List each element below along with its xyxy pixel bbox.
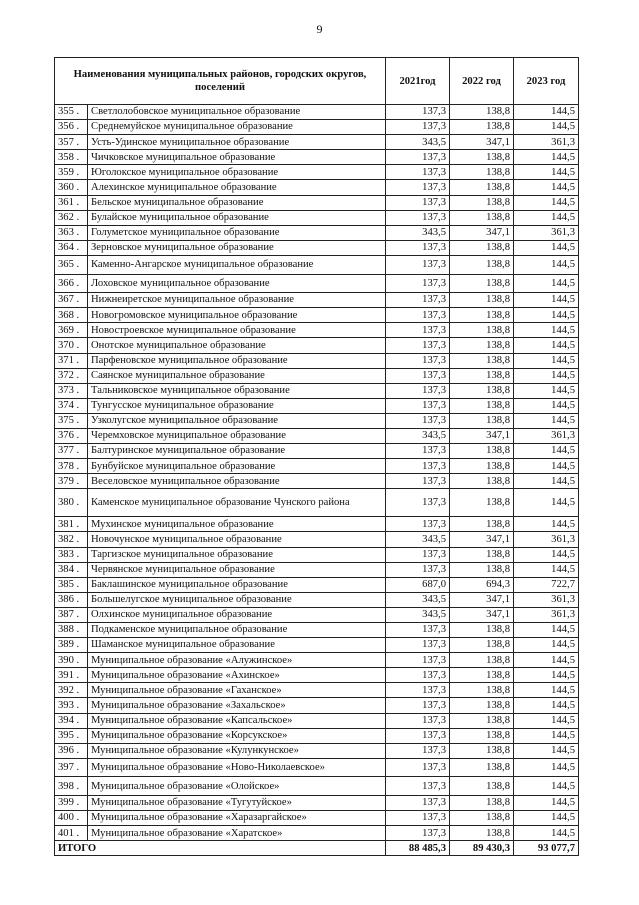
table-row [55, 293, 579, 308]
row-value-2023: 144,5 [514, 308, 579, 323]
table-row [55, 683, 579, 698]
row-value-2022: 138,8 [450, 698, 514, 713]
row-value-2023: 144,5 [514, 623, 579, 638]
row-value-2023: 144,5 [514, 240, 579, 255]
row-number: 361 . [55, 195, 88, 210]
table-row [55, 743, 579, 758]
row-value-2021: 137,3 [386, 517, 450, 532]
table-row [55, 698, 579, 713]
row-number: 359 . [55, 165, 88, 180]
row-value-2021: 137,3 [386, 120, 450, 135]
row-name: Новостроевское муниципальное образование [88, 323, 386, 338]
row-value-2023: 144,5 [514, 474, 579, 489]
row-value-2022: 347,1 [450, 135, 514, 150]
row-name: Саянское муниципальное образование [88, 368, 386, 383]
table-row [55, 653, 579, 668]
row-number: 400 . [55, 811, 88, 826]
row-value-2021: 137,3 [386, 683, 450, 698]
table-row [55, 577, 579, 592]
row-value-2021: 137,3 [386, 728, 450, 743]
row-value-2023: 361,3 [514, 225, 579, 240]
row-value-2023: 144,5 [514, 444, 579, 459]
table-row [55, 274, 579, 293]
row-value-2021: 137,3 [386, 547, 450, 562]
row-value-2022: 138,8 [450, 274, 514, 293]
row-number: 356 . [55, 120, 88, 135]
row-value-2023: 144,5 [514, 180, 579, 195]
row-name: Баклашинское муниципальное образование [88, 577, 386, 592]
row-value-2022: 347,1 [450, 592, 514, 607]
table-row [55, 489, 579, 517]
row-name: Олхинское муниципальное образование [88, 607, 386, 622]
row-value-2021: 137,3 [386, 338, 450, 353]
row-value-2021: 137,3 [386, 105, 450, 120]
header-2022-column: 2022 год [450, 58, 514, 105]
row-value-2022: 138,8 [450, 240, 514, 255]
row-value-2022: 138,8 [450, 255, 514, 274]
row-value-2023: 361,3 [514, 607, 579, 622]
row-value-2021: 137,3 [386, 562, 450, 577]
row-name: Чичковское муниципальное образование [88, 150, 386, 165]
table-row [55, 758, 579, 777]
row-value-2022: 138,8 [450, 180, 514, 195]
row-number: 365 . [55, 255, 88, 274]
row-value-2021: 137,3 [386, 368, 450, 383]
row-value-2021: 137,3 [386, 638, 450, 653]
row-value-2023: 144,5 [514, 353, 579, 368]
row-value-2023: 144,5 [514, 826, 579, 841]
row-value-2021: 137,3 [386, 826, 450, 841]
row-name: Муниципальное образование «Тугутуйское» [88, 796, 386, 811]
row-number: 362 . [55, 210, 88, 225]
row-value-2022: 138,8 [450, 368, 514, 383]
row-name: Муниципальное образование «Алужинское» [88, 653, 386, 668]
row-value-2022: 347,1 [450, 607, 514, 622]
row-number: 380 . [55, 489, 88, 517]
row-value-2022: 138,8 [450, 474, 514, 489]
table-row [55, 225, 579, 240]
row-number: 401 . [55, 826, 88, 841]
table-row [55, 592, 579, 607]
table-row [55, 428, 579, 443]
row-value-2022: 138,8 [450, 728, 514, 743]
row-value-2021: 137,3 [386, 474, 450, 489]
row-value-2021: 137,3 [386, 413, 450, 428]
row-value-2022: 347,1 [450, 532, 514, 547]
row-value-2023: 144,5 [514, 811, 579, 826]
row-value-2021: 343,5 [386, 592, 450, 607]
row-number: 374 . [55, 398, 88, 413]
row-value-2022: 138,8 [450, 547, 514, 562]
row-value-2023: 144,5 [514, 668, 579, 683]
row-value-2023: 144,5 [514, 758, 579, 777]
row-value-2022: 138,8 [450, 489, 514, 517]
row-name: Червянское муниципальное образование [88, 562, 386, 577]
row-value-2021: 137,3 [386, 293, 450, 308]
row-value-2023: 144,5 [514, 383, 579, 398]
table-row [55, 826, 579, 841]
row-value-2023: 144,5 [514, 777, 579, 796]
row-name: Большелугское муниципальное образование [88, 592, 386, 607]
row-number: 373 . [55, 383, 88, 398]
row-value-2023: 144,5 [514, 338, 579, 353]
row-name: Муниципальное образование «Ново-Николаевское» [88, 758, 386, 777]
table-row [55, 413, 579, 428]
row-value-2023: 144,5 [514, 547, 579, 562]
table-row [55, 338, 579, 353]
total-2023: 93 077,7 [514, 841, 579, 856]
row-value-2022: 138,8 [450, 323, 514, 338]
row-value-2021: 687,0 [386, 577, 450, 592]
row-value-2022: 138,8 [450, 796, 514, 811]
row-value-2022: 138,8 [450, 459, 514, 474]
row-value-2021: 137,3 [386, 165, 450, 180]
row-value-2021: 137,3 [386, 308, 450, 323]
row-value-2023: 144,5 [514, 105, 579, 120]
header-name-column: Наименования муниципальных районов, городских округов, поселений [55, 58, 386, 105]
header-2021-column: 2021год [386, 58, 450, 105]
row-value-2022: 138,8 [450, 210, 514, 225]
row-value-2022: 138,8 [450, 623, 514, 638]
row-name: Муниципальное образование «Олойское» [88, 777, 386, 796]
row-value-2022: 138,8 [450, 308, 514, 323]
row-number: 370 . [55, 338, 88, 353]
table-row [55, 120, 579, 135]
table-row [55, 195, 579, 210]
row-name: Каменно-Ангарское муниципальное образование [88, 255, 386, 274]
row-value-2021: 137,3 [386, 398, 450, 413]
row-number: 366 . [55, 274, 88, 293]
row-value-2023: 361,3 [514, 135, 579, 150]
row-name: Муниципальное образование «Капсальское» [88, 713, 386, 728]
table-row [55, 308, 579, 323]
table-row [55, 638, 579, 653]
row-number: 357 . [55, 135, 88, 150]
row-value-2021: 137,3 [386, 353, 450, 368]
row-value-2023: 144,5 [514, 165, 579, 180]
table-row [55, 398, 579, 413]
total-label: ИТОГО [55, 841, 386, 856]
table-row [55, 668, 579, 683]
row-value-2021: 137,3 [386, 796, 450, 811]
row-value-2021: 343,5 [386, 225, 450, 240]
row-value-2021: 343,5 [386, 532, 450, 547]
row-value-2022: 138,8 [450, 713, 514, 728]
row-number: 378 . [55, 459, 88, 474]
table-body [55, 105, 579, 841]
row-value-2023: 361,3 [514, 428, 579, 443]
table-row [55, 323, 579, 338]
row-name: Муниципальное образование «Харатское» [88, 826, 386, 841]
row-number: 358 . [55, 150, 88, 165]
row-value-2022: 138,8 [450, 195, 514, 210]
row-value-2022: 138,8 [450, 120, 514, 135]
row-number: 391 . [55, 668, 88, 683]
row-value-2023: 144,5 [514, 743, 579, 758]
table-row [55, 368, 579, 383]
row-name: Муниципальное образование «Ахинское» [88, 668, 386, 683]
row-value-2023: 144,5 [514, 489, 579, 517]
row-name: Муниципальное образование «Корсукское» [88, 728, 386, 743]
row-number: 355 . [55, 105, 88, 120]
row-value-2022: 138,8 [450, 165, 514, 180]
row-value-2023: 144,5 [514, 517, 579, 532]
row-value-2021: 137,3 [386, 698, 450, 713]
table-row [55, 796, 579, 811]
row-name: Муниципальное образование «Гаханское» [88, 683, 386, 698]
table-row [55, 444, 579, 459]
row-value-2023: 144,5 [514, 796, 579, 811]
row-number: 395 . [55, 728, 88, 743]
row-number: 363 . [55, 225, 88, 240]
row-value-2023: 144,5 [514, 150, 579, 165]
row-number: 397 . [55, 758, 88, 777]
row-number: 369 . [55, 323, 88, 338]
row-value-2023: 144,5 [514, 398, 579, 413]
row-value-2022: 138,8 [450, 398, 514, 413]
row-number: 360 . [55, 180, 88, 195]
row-value-2022: 138,8 [450, 562, 514, 577]
row-value-2021: 137,3 [386, 444, 450, 459]
total-2021: 88 485,3 [386, 841, 450, 856]
row-value-2022: 138,8 [450, 683, 514, 698]
row-value-2021: 137,3 [386, 777, 450, 796]
row-number: 379 . [55, 474, 88, 489]
row-value-2021: 137,3 [386, 811, 450, 826]
row-value-2022: 138,8 [450, 668, 514, 683]
row-number: 392 . [55, 683, 88, 698]
row-name: Онотское муниципальное образование [88, 338, 386, 353]
table-row [55, 210, 579, 225]
row-value-2021: 137,3 [386, 240, 450, 255]
row-value-2022: 138,8 [450, 150, 514, 165]
row-value-2023: 144,5 [514, 683, 579, 698]
table-row [55, 135, 579, 150]
row-value-2023: 144,5 [514, 120, 579, 135]
row-value-2023: 144,5 [514, 562, 579, 577]
row-value-2022: 138,8 [450, 777, 514, 796]
row-name: Парфеновское муниципальное образование [88, 353, 386, 368]
row-name: Мухинское муниципальное образование [88, 517, 386, 532]
table-row [55, 547, 579, 562]
row-name: Муниципальное образование «Харазаргайское» [88, 811, 386, 826]
row-value-2023: 144,5 [514, 638, 579, 653]
row-value-2023: 361,3 [514, 532, 579, 547]
row-name: Подкаменское муниципальное образование [88, 623, 386, 638]
row-value-2021: 137,3 [386, 758, 450, 777]
table-row [55, 383, 579, 398]
table-row [55, 150, 579, 165]
row-value-2021: 137,3 [386, 274, 450, 293]
row-value-2023: 144,5 [514, 713, 579, 728]
table-row [55, 728, 579, 743]
row-number: 382 . [55, 532, 88, 547]
row-name: Лоховское муниципальное образование [88, 274, 386, 293]
row-value-2023: 144,5 [514, 413, 579, 428]
row-number: 394 . [55, 713, 88, 728]
row-value-2022: 138,8 [450, 444, 514, 459]
row-name: Булайское муниципальное образование [88, 210, 386, 225]
row-value-2022: 138,8 [450, 517, 514, 532]
row-name: Новогромовское муниципальное образование [88, 308, 386, 323]
row-number: 364 . [55, 240, 88, 255]
row-value-2021: 137,3 [386, 653, 450, 668]
table-row [55, 180, 579, 195]
row-value-2021: 137,3 [386, 713, 450, 728]
row-number: 386 . [55, 592, 88, 607]
row-number: 371 . [55, 353, 88, 368]
row-name: Светлолобовское муниципальное образование [88, 105, 386, 120]
row-name: Новочунское муниципальное образование [88, 532, 386, 547]
table-row [55, 255, 579, 274]
row-value-2023: 722,7 [514, 577, 579, 592]
row-value-2022: 694,3 [450, 577, 514, 592]
row-name: Шаманское муниципальное образование [88, 638, 386, 653]
row-value-2021: 343,5 [386, 607, 450, 622]
row-value-2023: 144,5 [514, 653, 579, 668]
row-name: Юголокское муниципальное образование [88, 165, 386, 180]
row-value-2022: 138,8 [450, 293, 514, 308]
row-number: 399 . [55, 796, 88, 811]
table-row [55, 607, 579, 622]
row-value-2022: 138,8 [450, 353, 514, 368]
row-name: Бельское муниципальное образование [88, 195, 386, 210]
row-name: Среднемуйское муниципальное образование [88, 120, 386, 135]
row-number: 368 . [55, 308, 88, 323]
row-value-2022: 138,8 [450, 826, 514, 841]
row-number: 390 . [55, 653, 88, 668]
row-name: Тунгусское муниципальное образование [88, 398, 386, 413]
row-value-2023: 144,5 [514, 255, 579, 274]
row-number: 372 . [55, 368, 88, 383]
row-value-2022: 138,8 [450, 383, 514, 398]
row-number: 375 . [55, 413, 88, 428]
row-name: Бунбуйское муниципальное образование [88, 459, 386, 474]
row-number: 398 . [55, 777, 88, 796]
row-number: 383 . [55, 547, 88, 562]
row-value-2023: 144,5 [514, 368, 579, 383]
row-value-2021: 137,3 [386, 459, 450, 474]
row-value-2021: 137,3 [386, 180, 450, 195]
row-value-2021: 137,3 [386, 323, 450, 338]
table-row [55, 811, 579, 826]
row-name: Веселовское муниципальное образование [88, 474, 386, 489]
row-value-2022: 138,8 [450, 811, 514, 826]
row-name: Узколугское муниципальное образование [88, 413, 386, 428]
row-value-2021: 137,3 [386, 255, 450, 274]
row-value-2022: 138,8 [450, 105, 514, 120]
row-value-2022: 347,1 [450, 225, 514, 240]
row-value-2023: 144,5 [514, 728, 579, 743]
table-header-row [55, 58, 579, 105]
table-row [55, 562, 579, 577]
row-value-2022: 138,8 [450, 743, 514, 758]
table-row [55, 459, 579, 474]
row-value-2021: 137,3 [386, 150, 450, 165]
row-number: 387 . [55, 607, 88, 622]
row-value-2022: 138,8 [450, 653, 514, 668]
row-name: Алехинское муниципальное образование [88, 180, 386, 195]
row-name: Усть-Удинское муниципальное образование [88, 135, 386, 150]
row-value-2021: 343,5 [386, 135, 450, 150]
row-value-2023: 144,5 [514, 698, 579, 713]
row-number: 385 . [55, 577, 88, 592]
row-value-2021: 137,3 [386, 489, 450, 517]
row-value-2023: 144,5 [514, 210, 579, 225]
row-value-2023: 144,5 [514, 459, 579, 474]
row-value-2021: 343,5 [386, 428, 450, 443]
row-name: Голуметское муниципальное образование [88, 225, 386, 240]
total-row [55, 841, 579, 856]
table-row [55, 165, 579, 180]
total-2022: 89 430,3 [450, 841, 514, 856]
row-number: 381 . [55, 517, 88, 532]
row-name: Нижнеиретское муниципальное образование [88, 293, 386, 308]
table-row [55, 474, 579, 489]
row-value-2021: 137,3 [386, 668, 450, 683]
row-value-2022: 138,8 [450, 638, 514, 653]
row-value-2023: 361,3 [514, 592, 579, 607]
row-value-2023: 144,5 [514, 195, 579, 210]
table-row [55, 623, 579, 638]
row-number: 396 . [55, 743, 88, 758]
row-value-2021: 137,3 [386, 383, 450, 398]
row-value-2023: 144,5 [514, 274, 579, 293]
row-value-2022: 347,1 [450, 428, 514, 443]
page-number: 9 [316, 22, 323, 36]
row-value-2022: 138,8 [450, 413, 514, 428]
row-number: 384 . [55, 562, 88, 577]
header-2023-column: 2023 год [514, 58, 579, 105]
row-value-2021: 137,3 [386, 195, 450, 210]
table-row [55, 240, 579, 255]
row-name: Черемховское муниципальное образование [88, 428, 386, 443]
budget-table [54, 57, 579, 856]
row-value-2021: 137,3 [386, 623, 450, 638]
row-name: Тальниковское муниципальное образование [88, 383, 386, 398]
row-number: 388 . [55, 623, 88, 638]
row-number: 389 . [55, 638, 88, 653]
row-name: Муниципальное образование «Захальское» [88, 698, 386, 713]
row-name: Муниципальное образование «Кулункунское» [88, 743, 386, 758]
table-row [55, 532, 579, 547]
row-number: 377 . [55, 444, 88, 459]
row-number: 367 . [55, 293, 88, 308]
table-row [55, 517, 579, 532]
table-row [55, 713, 579, 728]
row-name: Каменское муниципальное образование Чунского района [88, 489, 386, 517]
row-value-2023: 144,5 [514, 293, 579, 308]
row-name: Балтуринское муниципальное образование [88, 444, 386, 459]
row-value-2022: 138,8 [450, 338, 514, 353]
row-value-2023: 144,5 [514, 323, 579, 338]
table-row [55, 105, 579, 120]
table-row [55, 353, 579, 368]
row-value-2021: 137,3 [386, 210, 450, 225]
row-name: Таргизское муниципальное образование [88, 547, 386, 562]
row-name: Зерновское муниципальное образование [88, 240, 386, 255]
row-number: 376 . [55, 428, 88, 443]
row-value-2022: 138,8 [450, 758, 514, 777]
row-value-2021: 137,3 [386, 743, 450, 758]
row-number: 393 . [55, 698, 88, 713]
table-row [55, 777, 579, 796]
